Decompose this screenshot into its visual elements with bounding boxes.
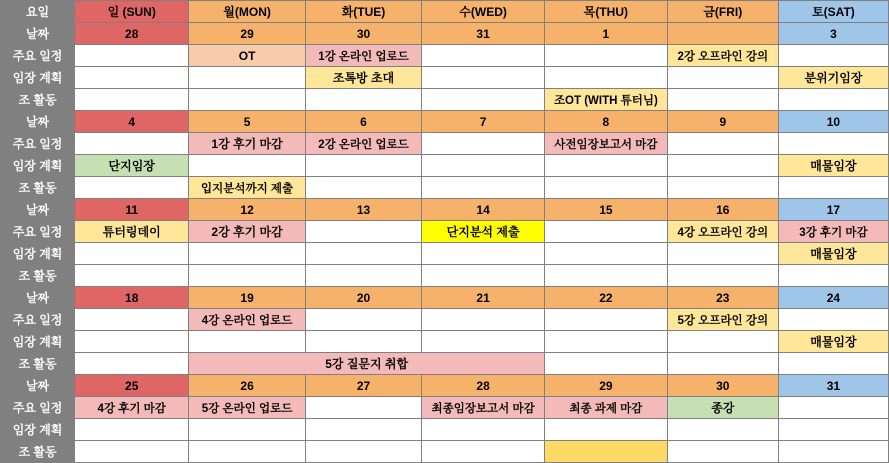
event-cell bbox=[305, 331, 421, 353]
event-cell bbox=[75, 89, 189, 111]
row-label-main: 주요 일정 bbox=[1, 45, 75, 67]
date-cell: 24 bbox=[778, 287, 888, 309]
date-cell: 23 bbox=[667, 287, 778, 309]
event-cell bbox=[422, 67, 545, 89]
row-label-plan: 임장 계획 bbox=[1, 419, 75, 441]
event-cell bbox=[422, 177, 545, 199]
event-cell bbox=[422, 309, 545, 331]
event-cell bbox=[422, 45, 545, 67]
event-cell: 5강 온라인 업로드 bbox=[189, 397, 305, 419]
date-cell: 10 bbox=[778, 111, 888, 133]
date-cell: 28 bbox=[422, 375, 545, 397]
date-cell: 20 bbox=[305, 287, 421, 309]
event-cell bbox=[75, 45, 189, 67]
event-cell bbox=[778, 265, 888, 287]
event-cell bbox=[305, 441, 421, 463]
date-cell: 7 bbox=[422, 111, 545, 133]
date-cell: 5 bbox=[189, 111, 305, 133]
table-row bbox=[1, 155, 889, 177]
event-cell bbox=[189, 89, 305, 111]
event-cell bbox=[544, 419, 667, 441]
row-label-group: 조 활동 bbox=[1, 265, 75, 287]
date-cell: 9 bbox=[667, 111, 778, 133]
event-cell bbox=[667, 89, 778, 111]
table-row bbox=[1, 265, 889, 287]
event-cell: 튜터링데이 bbox=[75, 221, 189, 243]
date-cell: 21 bbox=[422, 287, 545, 309]
date-cell: 6 bbox=[305, 111, 421, 133]
event-cell bbox=[544, 353, 667, 375]
event-cell: 5강 오프라인 강의 bbox=[667, 309, 778, 331]
event-cell bbox=[667, 155, 778, 177]
row-label-plan: 임장 계획 bbox=[1, 155, 75, 177]
table-row bbox=[1, 397, 889, 419]
table-row bbox=[1, 23, 889, 45]
event-cell bbox=[422, 419, 545, 441]
table-row bbox=[1, 133, 889, 155]
row-label-date: 날짜 bbox=[1, 287, 75, 309]
event-cell: 종강 bbox=[667, 397, 778, 419]
event-cell bbox=[544, 331, 667, 353]
date-cell: 12 bbox=[189, 199, 305, 221]
date-cell: 8 bbox=[544, 111, 667, 133]
event-cell: 사전임장보고서 마감 bbox=[544, 133, 667, 155]
row-label-group: 조 활동 bbox=[1, 89, 75, 111]
header-day-thu: 목(THU) bbox=[544, 1, 667, 23]
event-cell bbox=[305, 177, 421, 199]
event-cell bbox=[667, 331, 778, 353]
event-cell: OT bbox=[189, 45, 305, 67]
table-row bbox=[1, 441, 889, 463]
event-cell bbox=[305, 221, 421, 243]
header-day-sat: 토(SAT) bbox=[778, 1, 888, 23]
table-row bbox=[1, 353, 889, 375]
row-label-group: 조 활동 bbox=[1, 441, 75, 463]
row-label-plan: 임장 계획 bbox=[1, 331, 75, 353]
date-cell: 17 bbox=[778, 199, 888, 221]
date-cell: 18 bbox=[75, 287, 189, 309]
event-cell bbox=[544, 177, 667, 199]
event-cell bbox=[189, 441, 305, 463]
event-cell bbox=[667, 265, 778, 287]
table-row bbox=[1, 67, 889, 89]
row-label-date: 날짜 bbox=[1, 199, 75, 221]
event-cell bbox=[75, 441, 189, 463]
header-day-sun: 일 (SUN) bbox=[75, 1, 189, 23]
event-cell bbox=[189, 243, 305, 265]
date-cell: 30 bbox=[667, 375, 778, 397]
table-row bbox=[1, 177, 889, 199]
row-label-main: 주요 일정 bbox=[1, 221, 75, 243]
date-cell: 16 bbox=[667, 199, 778, 221]
event-cell: 조톡방 초대 bbox=[305, 67, 421, 89]
event-cell bbox=[305, 309, 421, 331]
header-day-mon: 월(MON) bbox=[189, 1, 305, 23]
event-cell bbox=[667, 67, 778, 89]
event-cell: 1강 후기 마감 bbox=[189, 133, 305, 155]
event-cell bbox=[75, 177, 189, 199]
event-cell bbox=[544, 243, 667, 265]
event-cell bbox=[544, 45, 667, 67]
event-cell bbox=[422, 265, 545, 287]
event-cell bbox=[305, 89, 421, 111]
event-cell bbox=[75, 67, 189, 89]
event-cell: 최종임장보고서 마감 bbox=[422, 397, 545, 419]
row-label-date: 날짜 bbox=[1, 375, 75, 397]
event-cell bbox=[189, 419, 305, 441]
event-cell bbox=[75, 133, 189, 155]
table-header-row bbox=[1, 1, 889, 23]
header-day-fri: 금(FRI) bbox=[667, 1, 778, 23]
event-cell bbox=[422, 133, 545, 155]
event-cell bbox=[778, 177, 888, 199]
date-cell: 4 bbox=[75, 111, 189, 133]
event-cell: 2강 후기 마감 bbox=[189, 221, 305, 243]
event-cell bbox=[422, 441, 545, 463]
event-cell: 단지임장 bbox=[75, 155, 189, 177]
event-cell bbox=[544, 265, 667, 287]
event-cell bbox=[305, 243, 421, 265]
event-cell: 최종 과제 마감 bbox=[544, 397, 667, 419]
event-cell: 1강 온라인 업로드 bbox=[305, 45, 421, 67]
table-row bbox=[1, 331, 889, 353]
row-label-main: 주요 일정 bbox=[1, 133, 75, 155]
date-cell: 29 bbox=[189, 23, 305, 45]
header-day-wed: 수(WED) bbox=[422, 1, 545, 23]
event-cell bbox=[75, 419, 189, 441]
event-cell bbox=[189, 331, 305, 353]
event-cell bbox=[778, 397, 888, 419]
event-cell bbox=[189, 67, 305, 89]
date-cell: 11 bbox=[75, 199, 189, 221]
event-cell bbox=[422, 243, 545, 265]
header-corner: 요일 bbox=[1, 1, 75, 23]
event-cell-merged: 5강 질문지 취합 bbox=[189, 353, 545, 375]
event-cell bbox=[75, 265, 189, 287]
table-row bbox=[1, 419, 889, 441]
event-cell: 2강 오프라인 강의 bbox=[667, 45, 778, 67]
row-label-main: 주요 일정 bbox=[1, 309, 75, 331]
event-cell bbox=[667, 353, 778, 375]
event-cell bbox=[189, 155, 305, 177]
date-cell: 13 bbox=[305, 199, 421, 221]
event-cell bbox=[544, 67, 667, 89]
date-cell: 25 bbox=[75, 375, 189, 397]
row-label-group: 조 활동 bbox=[1, 177, 75, 199]
date-cell: 22 bbox=[544, 287, 667, 309]
event-cell bbox=[189, 265, 305, 287]
event-cell bbox=[422, 331, 545, 353]
event-cell bbox=[778, 45, 888, 67]
event-cell: 입지분석까지 제출 bbox=[189, 177, 305, 199]
event-cell bbox=[778, 89, 888, 111]
event-cell bbox=[667, 441, 778, 463]
row-label-plan: 임장 계획 bbox=[1, 243, 75, 265]
date-cell: 27 bbox=[305, 375, 421, 397]
table-row bbox=[1, 199, 889, 221]
date-cell: 29 bbox=[544, 375, 667, 397]
date-cell: 1 bbox=[544, 23, 667, 45]
event-cell bbox=[75, 353, 189, 375]
row-label-plan: 임장 계획 bbox=[1, 67, 75, 89]
row-label-main: 주요 일정 bbox=[1, 397, 75, 419]
event-cell bbox=[75, 331, 189, 353]
table-row bbox=[1, 375, 889, 397]
row-label-group: 조 활동 bbox=[1, 353, 75, 375]
event-cell bbox=[667, 133, 778, 155]
event-cell bbox=[778, 133, 888, 155]
date-cell bbox=[667, 23, 778, 45]
event-cell bbox=[305, 419, 421, 441]
event-cell bbox=[544, 309, 667, 331]
event-cell: 3강 후기 마감 bbox=[778, 221, 888, 243]
date-cell: 14 bbox=[422, 199, 545, 221]
event-cell bbox=[305, 397, 421, 419]
event-cell bbox=[544, 221, 667, 243]
event-cell: 분위기임장 bbox=[778, 67, 888, 89]
date-cell: 19 bbox=[189, 287, 305, 309]
event-cell bbox=[544, 155, 667, 177]
date-cell: 30 bbox=[305, 23, 421, 45]
event-cell: 4강 온라인 업로드 bbox=[189, 309, 305, 331]
event-cell bbox=[778, 441, 888, 463]
table-row bbox=[1, 221, 889, 243]
event-cell: 단지분석 제출 bbox=[422, 221, 545, 243]
event-cell: 2강 온라인 업로드 bbox=[305, 133, 421, 155]
event-cell: 4강 오프라인 강의 bbox=[667, 221, 778, 243]
date-cell: 15 bbox=[544, 199, 667, 221]
event-cell: 4강 후기 마감 bbox=[75, 397, 189, 419]
header-day-tue: 화(TUE) bbox=[305, 1, 421, 23]
event-cell bbox=[667, 419, 778, 441]
event-cell bbox=[778, 419, 888, 441]
event-cell bbox=[305, 265, 421, 287]
event-cell bbox=[778, 353, 888, 375]
event-cell bbox=[75, 243, 189, 265]
table-row bbox=[1, 309, 889, 331]
event-cell bbox=[75, 309, 189, 331]
event-cell: 매물임장 bbox=[778, 243, 888, 265]
event-cell bbox=[422, 155, 545, 177]
event-cell bbox=[778, 309, 888, 331]
event-cell bbox=[667, 243, 778, 265]
table-row bbox=[1, 89, 889, 111]
date-cell: 31 bbox=[778, 375, 888, 397]
table-row bbox=[1, 111, 889, 133]
date-cell: 26 bbox=[189, 375, 305, 397]
table-row bbox=[1, 287, 889, 309]
event-cell bbox=[422, 89, 545, 111]
event-cell bbox=[305, 155, 421, 177]
date-cell: 3 bbox=[778, 23, 888, 45]
table-row bbox=[1, 243, 889, 265]
row-label-date: 날짜 bbox=[1, 23, 75, 45]
event-cell: 매물임장 bbox=[778, 155, 888, 177]
row-label-date: 날짜 bbox=[1, 111, 75, 133]
event-cell bbox=[544, 441, 667, 463]
event-cell bbox=[667, 177, 778, 199]
event-cell: 조OT (WITH 튜터님) bbox=[544, 89, 667, 111]
date-cell: 31 bbox=[422, 23, 545, 45]
event-cell: 매물임장 bbox=[778, 331, 888, 353]
table-row bbox=[1, 45, 889, 67]
date-cell: 28 bbox=[75, 23, 189, 45]
